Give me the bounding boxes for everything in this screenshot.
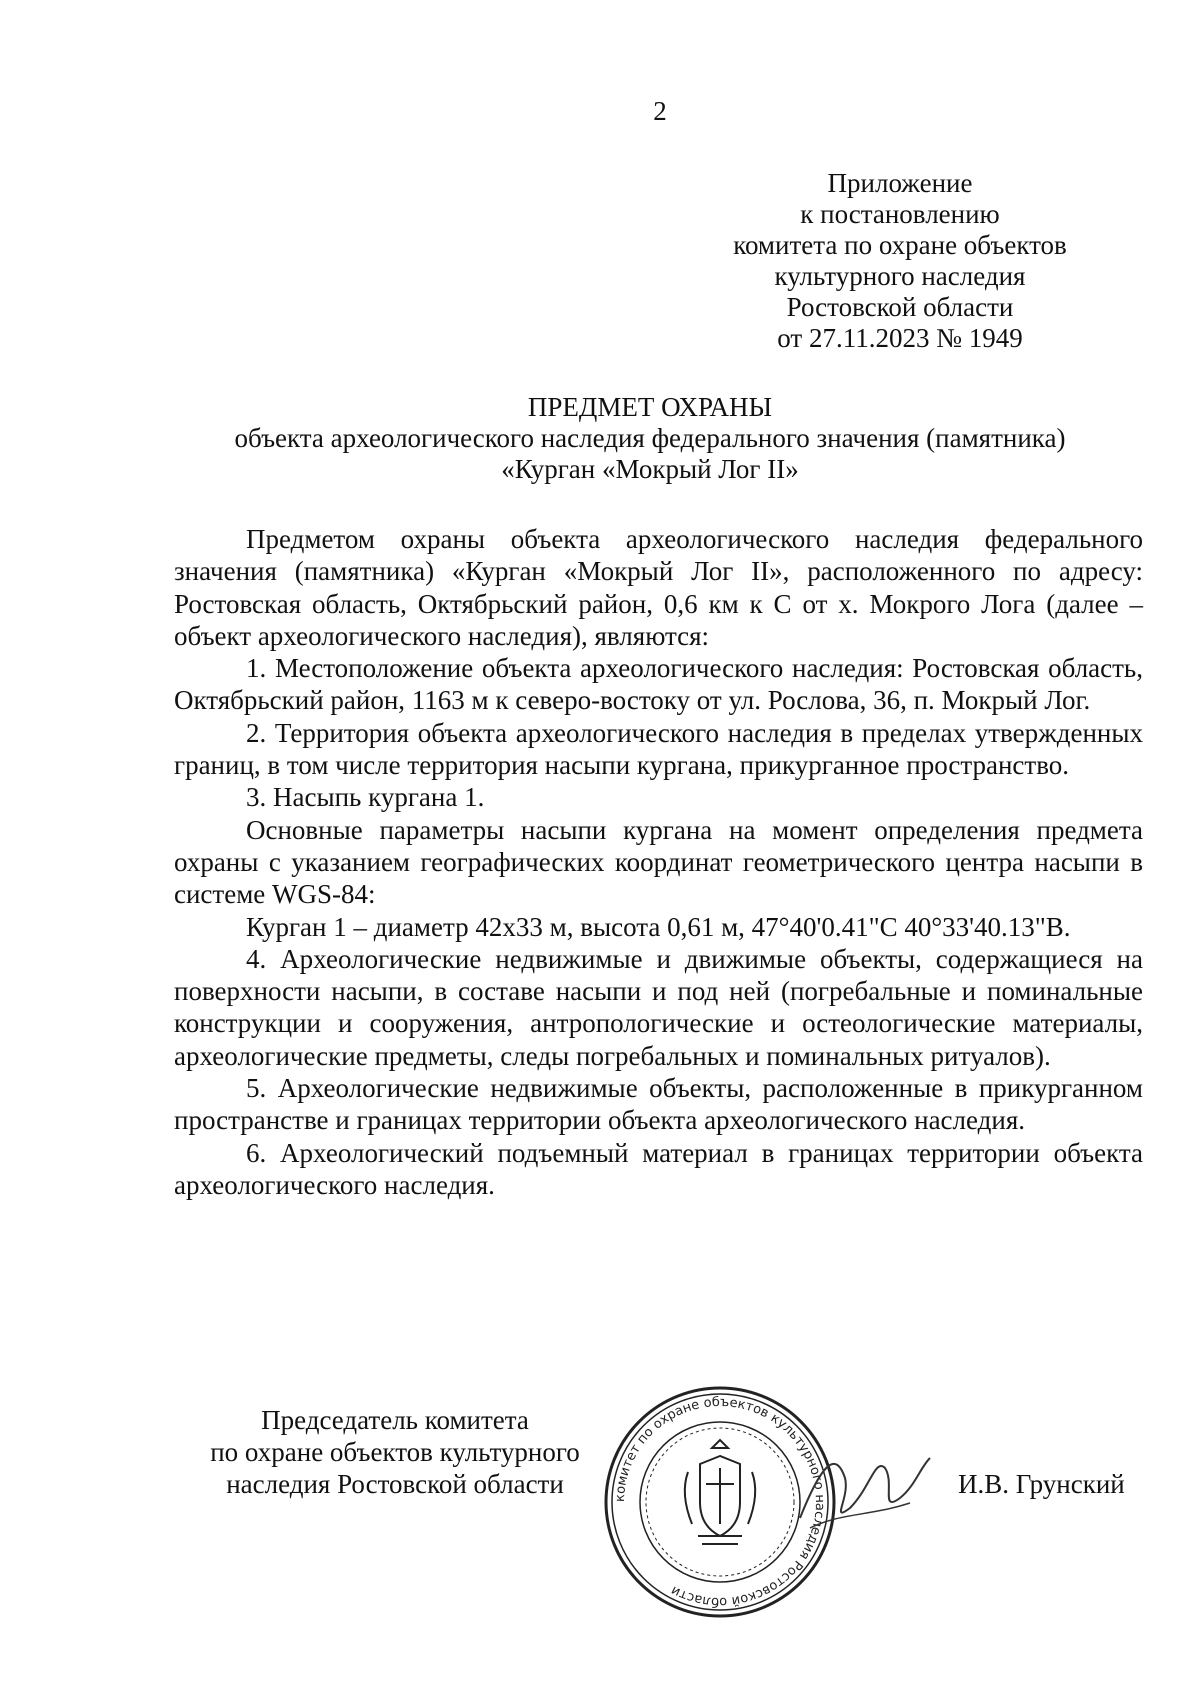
paragraph-item-4: 4. Археологические недвижимые и движимые объекты, содержащиеся на поверхности насыпи, в составе насыпи и под ней (погребальные и поминальные конструкции и сооружения, антропологические и остеологические материалы, археологические предметы, следы погребальных и поминальных ритуалов).	[174, 943, 1143, 1071]
coat-of-arms-icon	[685, 1440, 755, 1544]
signatory-name: И.В. Грунский	[958, 1469, 1125, 1499]
title-heading: ПРЕДМЕТ ОХРАНЫ	[527, 392, 773, 422]
title-object-name: «Курган «Мокрый Лог II»	[501, 454, 799, 484]
appendix-line: комитета по охране объектов	[733, 230, 1067, 260]
appendix-header	[640, 168, 1160, 354]
appendix-line: культурного наследия	[774, 261, 1026, 291]
paragraph-item-1: 1. Местоположение объекта археологического наследия: Ростовская область, Октябрьский район, 1163 м к северо-востоку от ул. Рослова, 36, п. Мокрый Лог.	[174, 653, 1143, 716]
document-body	[174, 523, 1143, 1201]
appendix-line: к постановлению	[800, 199, 1000, 229]
signature-position	[195, 1404, 595, 1500]
appendix-line: от 27.11.2023 № 1949	[777, 323, 1023, 353]
paragraph-item-6: 6. Археологический подъемный материал в границах территории объекта археологического наследия.	[174, 1137, 1143, 1200]
title-subline: объекта археологического наследия федерального значения (памятника)	[234, 423, 1066, 453]
paragraph-kurgan-1: Курган 1 – диаметр 42х33 м, высота 0,61 м, 47°40'0.41"С 40°33'40.13"В.	[246, 911, 1071, 942]
paragraph-item-2: 2. Территория объекта археологического наследия в пределах утвержденных границ, в том числе территория насыпи кургана, прикурганное пространство.	[174, 717, 1143, 781]
seal-text: комитет по охране объектов культурного наследия Ростовской области	[612, 1394, 828, 1610]
paragraph-item-5: 5. Археологические недвижимые объекты, расположенные в прикурганном пространстве и границах территории объекта археологического наследия.	[174, 1073, 1143, 1136]
handwritten-signature	[790, 1428, 940, 1548]
page-number: 2	[653, 96, 667, 126]
document-title	[150, 392, 1150, 485]
paragraph-parameters: Основные параметры насыпи кургана на момент определения предмета охраны с указанием географических координат геометрического центра насыпи в системе WGS-84:	[174, 814, 1143, 910]
position-line: наследия Ростовской области	[226, 1469, 564, 1499]
position-line: Председатель комитета	[261, 1405, 529, 1435]
appendix-line: Ростовской области	[786, 292, 1014, 322]
position-line: по охране объектов культурного	[210, 1437, 580, 1467]
paragraph-item-3: 3. Насыпь кургана 1.	[246, 782, 485, 813]
paragraph-intro: Предметом охраны объекта археологического наследия федерального значения (памятника) «Курган «Мокрый Лог II», расположенного по адресу: Ростовская область, Октябрьский район, 0,6 км к С от х. Мокрого Лога (далее – объект археологического наследия), являются:	[174, 524, 1143, 651]
appendix-line: Приложение	[827, 168, 973, 198]
